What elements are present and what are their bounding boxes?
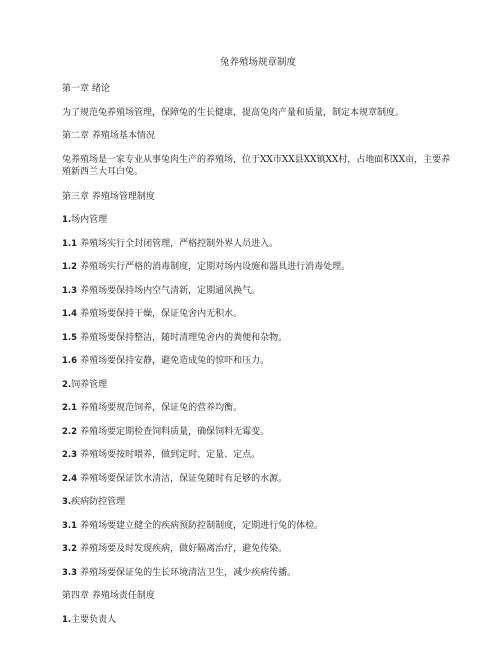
paragraph <box>62 107 454 119</box>
paragraph-number: 3. <box>62 497 72 507</box>
paragraph-text: 养殖场实行全封闭管理，严格控制外界人员进入。 <box>80 238 279 249</box>
paragraph-text: 养殖场要保持整洁，随时清理兔舍内的粪便和杂物。 <box>80 332 288 343</box>
numbered-paragraph <box>62 543 454 555</box>
paragraph-text: 疾病防控管理 <box>71 497 126 507</box>
paragraph-number: 1.4 <box>62 309 78 319</box>
paragraph-number: 1. <box>62 215 72 225</box>
document-body <box>62 83 454 626</box>
numbered-paragraph <box>62 332 454 344</box>
paragraph-text: 为了规范兔养殖场管理，保障兔的生长健康，提高兔肉产量和质量，制定本规章制度。 <box>62 107 405 118</box>
paragraph-number: 2.2 <box>62 426 78 437</box>
chapter-heading <box>62 590 454 602</box>
paragraph-number: 3.2 <box>62 544 78 554</box>
chapter-heading <box>62 191 454 203</box>
paragraph-text: 养殖场实行严格的消毒制度，定期对场内设施和器具进行消毒处理。 <box>80 262 351 272</box>
numbered-paragraph <box>62 308 454 320</box>
paragraph-text: 场内管理 <box>71 215 108 225</box>
numbered-paragraph <box>62 285 454 297</box>
paragraph-text: 养殖场要保证兔的生长环境清洁卫生，减少疾病传播。 <box>80 567 297 578</box>
paragraph-text: 第二章 养殖场基本情况 <box>62 131 155 141</box>
paragraph-text: 第四章 养殖场责任制度 <box>62 591 155 601</box>
paragraph-number: 2.1 <box>62 403 78 413</box>
paragraph-text: 第一章 绪论 <box>62 84 110 94</box>
paragraph <box>62 154 454 179</box>
paragraph-number: 3.1 <box>62 520 78 531</box>
paragraph-number: 2. <box>62 379 72 390</box>
numbered-paragraph <box>62 614 454 626</box>
paragraph-number: 1.6 <box>62 356 78 366</box>
paragraph-text: 饲养管理 <box>71 379 108 390</box>
paragraph-text: 养殖场要保持干燥，保证兔舍内无积水。 <box>80 309 243 319</box>
paragraph-number: 1.3 <box>62 285 78 296</box>
paragraph-number: 1. <box>62 614 72 625</box>
paragraph-number: 3.3 <box>62 567 78 578</box>
numbered-paragraph <box>62 379 454 391</box>
paragraph-text: 养殖场要及时发现疾病，做好隔离治疗，避免传染。 <box>80 544 288 554</box>
paragraph-number: 1.1 <box>62 238 78 249</box>
paragraph-text: 养殖场要按时喂养，做到定时、定量、定点。 <box>80 450 261 460</box>
paragraph-number: 2.3 <box>62 450 78 460</box>
paragraph-text: 养殖场要建立健全的疾病预防控制制度，定期进行兔的体检。 <box>80 520 324 531</box>
numbered-paragraph <box>62 238 454 250</box>
numbered-paragraph <box>62 214 454 226</box>
document-title: 兔养殖场规章制度 <box>219 57 296 68</box>
numbered-paragraph <box>62 402 454 414</box>
paragraph-text: 养殖场要定期检查饲料质量，确保饲料无霉变。 <box>80 426 270 437</box>
chapter-heading <box>62 130 454 142</box>
chapter-heading <box>62 83 454 95</box>
numbered-paragraph <box>62 426 454 438</box>
paragraph-text: 兔养殖场是一家专业从事兔肉生产的养殖场，位于XX市XX县XX镇XX村，占地面积XX亩，主要养殖新西兰大耳白兔。 <box>62 154 451 177</box>
numbered-paragraph <box>62 496 454 508</box>
paragraph-text: 养殖场要规范饲养，保证兔的营养均衡。 <box>80 403 243 413</box>
numbered-paragraph <box>62 449 454 461</box>
numbered-paragraph <box>62 520 454 532</box>
paragraph-text: 养殖场要保持场内空气清新，定期通风换气。 <box>80 285 261 296</box>
numbered-paragraph <box>62 567 454 579</box>
paragraph-text: 主要负责人 <box>71 614 117 625</box>
numbered-paragraph <box>62 355 454 367</box>
numbered-paragraph <box>62 473 454 485</box>
paragraph-number: 1.2 <box>62 262 78 272</box>
paragraph-number: 1.5 <box>62 332 78 343</box>
paragraph-text: 第三章 养殖场管理制度 <box>62 191 155 202</box>
paragraph-text: 养殖场要保持安静，避免造成兔的惊吓和压力。 <box>80 356 270 366</box>
numbered-paragraph <box>62 261 454 273</box>
paragraph-text: 养殖场要保证饮水清洁，保证兔随时有足够的水源。 <box>80 473 288 484</box>
paragraph-number: 2.4 <box>62 473 78 484</box>
